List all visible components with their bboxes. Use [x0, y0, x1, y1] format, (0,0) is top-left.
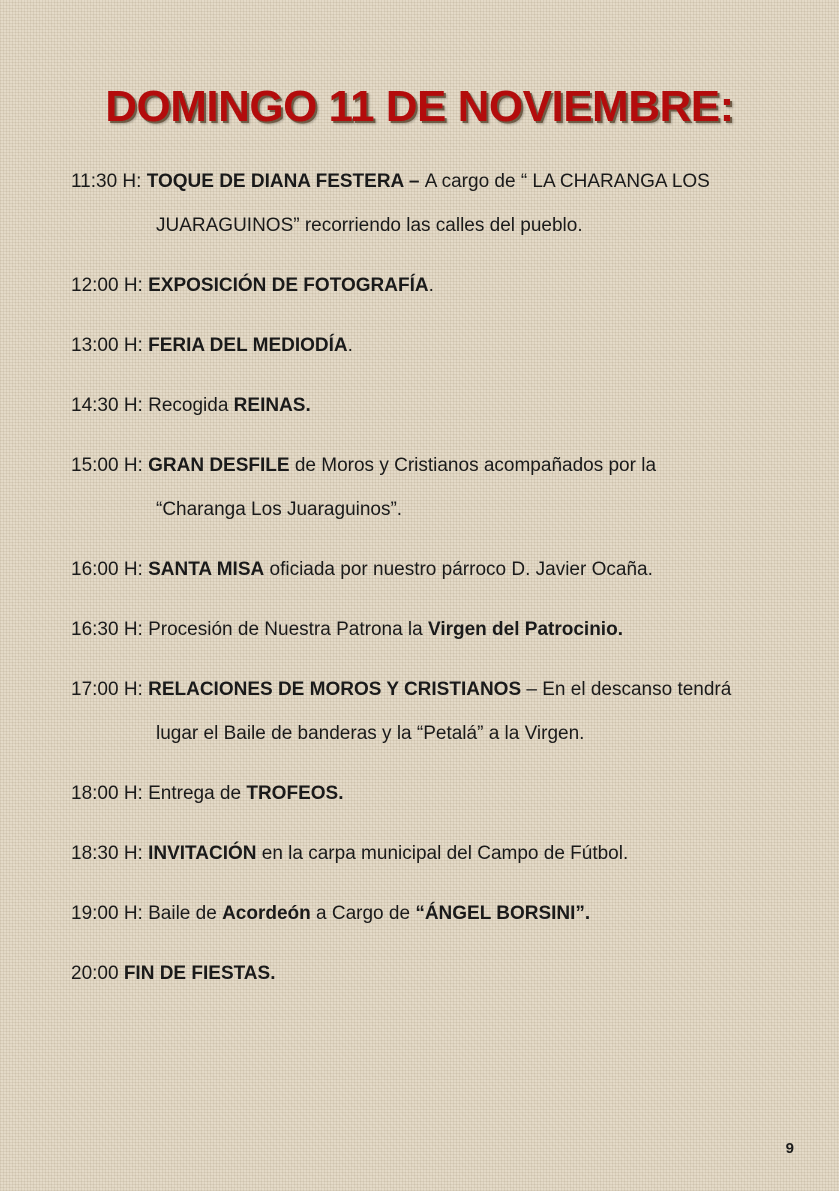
- program-entry: [71, 160, 811, 248]
- entry-event: SANTA MISA: [148, 559, 265, 580]
- entry-event: INVITACIÓN: [148, 843, 257, 864]
- entry-time: 18:30 H:: [71, 843, 149, 864]
- entry-event: FERIA DEL MEDIODÍA: [148, 335, 348, 356]
- program-entry: [71, 444, 811, 532]
- entry-continuation: JUARAGUINOS” recorriendo las calles del pueblo.: [156, 215, 583, 236]
- entry-detail: – En el descanso tendrá: [521, 679, 732, 700]
- entry-detail: .: [347, 335, 353, 356]
- entry-time: 16:30 H:: [71, 619, 149, 640]
- entry-detail: oficiada por nuestro párroco D. Javier Ocaña.: [264, 559, 653, 580]
- entry-event: FIN DE FIESTAS.: [123, 963, 276, 984]
- entry-time: 18:00 H:: [71, 783, 149, 804]
- program-entry: [71, 608, 811, 652]
- program-entry: [71, 668, 811, 756]
- entry-time: 16:00 H:: [71, 559, 149, 580]
- entry-detail: en la carpa municipal del Campo de Fútbol.: [256, 843, 629, 864]
- entry-time: 11:30 H:: [71, 171, 147, 192]
- program-entry: [71, 548, 811, 592]
- program-entry: [71, 324, 811, 368]
- entry-detail: Procesión de Nuestra Patrona la: [148, 619, 428, 640]
- program-entry: [71, 772, 811, 816]
- entry-time: 12:00 H:: [71, 275, 149, 296]
- entry-event: Virgen del Patrocinio.: [428, 619, 623, 640]
- program-entry: [71, 264, 811, 308]
- entry-detail: Recogida: [148, 395, 234, 416]
- entry-event: EXPOSICIÓN DE FOTOGRAFÍA: [148, 275, 429, 296]
- page-title: DOMINGO 11 DE NOVIEMBRE:: [105, 82, 734, 131]
- program-entry: [71, 832, 811, 876]
- entry-time: 20:00: [71, 963, 124, 984]
- program-entry: [71, 384, 811, 428]
- entry-detail: a Cargo de: [310, 903, 416, 924]
- entry-event: TROFEOS.: [246, 783, 344, 804]
- entry-time: 15:00 H:: [71, 455, 149, 476]
- entry-continuation: lugar el Baile de banderas y la “Petalá” a la Virgen.: [156, 723, 585, 744]
- entry-continuation: “Charanga Los Juaraguinos”.: [156, 499, 403, 520]
- entry-event: REINAS.: [233, 395, 311, 416]
- program-list: [71, 160, 811, 1012]
- entry-event: TOQUE DE DIANA FESTERA –: [146, 171, 425, 192]
- entry-time: 19:00 H:: [71, 903, 149, 924]
- entry-time: 13:00 H:: [71, 335, 149, 356]
- entry-time: 17:00 H:: [71, 679, 149, 700]
- entry-time: 14:30 H:: [71, 395, 149, 416]
- entry-event: Acordeón: [222, 903, 311, 924]
- entry-event: RELACIONES DE MOROS Y CRISTIANOS: [148, 679, 522, 700]
- page-number: 9: [785, 1140, 794, 1157]
- entry-detail: de Moros y Cristianos acompañados por la: [289, 455, 657, 476]
- entry-detail: Entrega de: [148, 783, 247, 804]
- entry-detail: .: [428, 275, 434, 296]
- entry-event: “ÁNGEL BORSINI”.: [415, 903, 591, 924]
- program-entry: [71, 952, 811, 996]
- program-entry: [71, 892, 811, 936]
- entry-event: GRAN DESFILE: [148, 455, 290, 476]
- entry-detail: A cargo de “ LA CHARANGA LOS: [424, 171, 710, 192]
- entry-detail: Baile de: [148, 903, 223, 924]
